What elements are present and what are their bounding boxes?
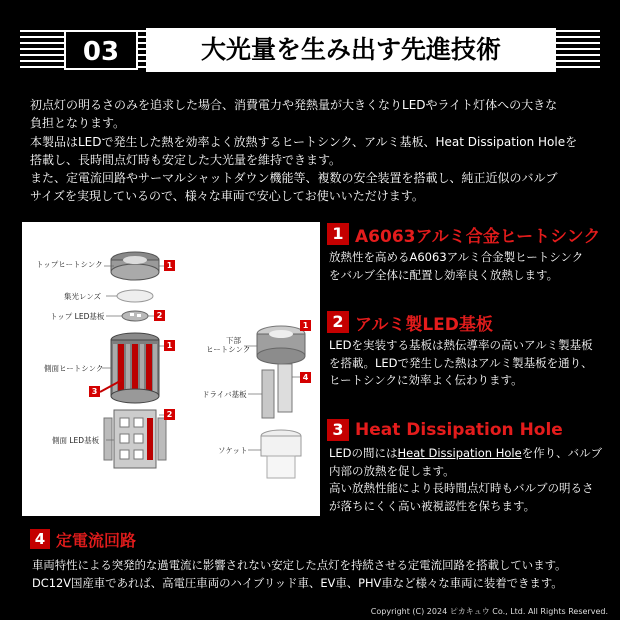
feature-line: LEDを実装する基板は熱伝導率の高いアルミ製基板 xyxy=(329,338,593,352)
feature-body xyxy=(327,337,607,390)
intro-text xyxy=(30,96,595,206)
label-lens: 集光レンズ xyxy=(64,292,102,301)
label-lower-heatsink: 下部 xyxy=(226,336,241,345)
top-led-board-part xyxy=(122,311,148,321)
feature-number-badge: 2 xyxy=(327,311,349,333)
feature-head xyxy=(30,528,610,550)
feature-line: が落ちにくく高い被視認性を保ちます。 xyxy=(329,498,536,513)
side-led-board-part xyxy=(104,410,166,468)
feature-head xyxy=(327,222,607,246)
feature-line: 高い放熱性能により長時間点灯時もバルブの明るさ xyxy=(329,481,594,495)
label-side-heatsink: 側面ヒートシンク xyxy=(44,364,104,373)
feature-line: DC12V国産車であれば、高電圧車両のハイブリッド車、EV車、PHV車など様々な車両に装着できます。 xyxy=(32,575,563,590)
part-tag: 4 xyxy=(300,372,311,383)
feature-line: 車両特性による突発的な過電流に影響されない安定した点灯を持続させる定電流回路を搭載しています。 xyxy=(32,558,567,572)
label-lower-heatsink: ヒートシンク xyxy=(206,345,251,354)
feature-title: アルミ製LED基板 xyxy=(355,314,493,335)
top-heatsink-part xyxy=(111,252,159,280)
part-tag: 2 xyxy=(154,310,165,321)
feature-number-badge: 4 xyxy=(30,529,50,549)
label-top-heatsink: トップヒートシンク xyxy=(36,260,103,269)
side-heatsink-part xyxy=(111,333,159,403)
intro-line: サイズを実現しているので、様々な車両で安心してお使いいただけます。 xyxy=(30,189,424,204)
feature-line: 内部の放熱を促します。 xyxy=(329,463,455,478)
feature-line xyxy=(329,445,607,463)
feature-number-badge: 3 xyxy=(327,419,349,441)
feature-line: 放熱性を高めるA6063アルミ合金製ヒートシンク xyxy=(329,250,584,264)
feature-text: を作り、バルブ xyxy=(521,446,603,460)
section-title: 大光量を生み出す先進技術 xyxy=(146,28,556,72)
feature-dissipation-hole xyxy=(327,418,607,515)
feature-body xyxy=(30,557,610,592)
feature-head xyxy=(327,310,607,334)
feature-number-badge: 1 xyxy=(327,223,349,245)
driver-board-part xyxy=(262,364,292,418)
feature-title: 定電流回路 xyxy=(56,530,137,550)
feature-body xyxy=(327,249,607,284)
intro-line: また、定電流回路やサーマルシャットダウン機能等、複数の安全装置を搭載し、純正近似のバルブ xyxy=(30,171,558,186)
feature-line: ヒートシンクに効率よく伝わります。 xyxy=(329,373,523,387)
copyright: Copyright (C) 2024 ピカキュウ Co., Ltd. All Rights Reserved. xyxy=(370,607,608,616)
socket-part xyxy=(261,430,301,478)
feature-constant-current xyxy=(30,528,610,592)
part-tag: 2 xyxy=(164,409,175,420)
feature-line: をバルブ全体に配置し効率良く放熱します。 xyxy=(329,267,559,282)
label-socket: ソケット xyxy=(218,446,248,455)
feature-title: A6063アルミ合金ヒートシンク xyxy=(355,226,601,247)
lens-part xyxy=(117,290,153,302)
feature-body xyxy=(327,445,607,515)
label-driver-board: ドライバ基板 xyxy=(202,390,247,399)
lower-heatsink-part xyxy=(257,326,305,364)
intro-line: 搭載し、長時間点灯時も安定した大光量を維持できます。 xyxy=(30,152,342,167)
part-tag: 1 xyxy=(164,260,175,271)
intro-line: 負担となります。 xyxy=(30,116,126,131)
exploded-diagram xyxy=(22,222,320,516)
label-side-led-board: 側面 LED基板 xyxy=(52,436,100,445)
feature-heatsink xyxy=(327,222,607,284)
intro-line: 本製品はLEDで発生した熱を効率よく放熱するヒートシンク、アルミ基板、Heat Dissipation Holeを xyxy=(30,134,578,149)
section-number: 03 xyxy=(64,30,138,70)
feature-underlined-term: Heat Dissipation Hole xyxy=(397,446,522,460)
section-banner xyxy=(20,24,600,76)
feature-line: を搭載。LEDで発生した熱はアルミ製基板を通り、 xyxy=(329,355,593,370)
feature-text: LEDの間には xyxy=(329,446,398,460)
feature-title: Heat Dissipation Hole xyxy=(355,420,563,440)
part-tag: 1 xyxy=(300,320,311,331)
intro-line: 初点灯の明るさのみを追求した場合、消費電力や発熱量が大きくなりLEDやライト灯体への大きな xyxy=(30,98,558,112)
part-tag: 1 xyxy=(164,340,175,351)
feature-led-board xyxy=(327,310,607,390)
feature-head xyxy=(327,418,607,442)
part-tag: 3 xyxy=(89,386,100,397)
label-top-led-board: トップ LED基板 xyxy=(50,312,105,321)
